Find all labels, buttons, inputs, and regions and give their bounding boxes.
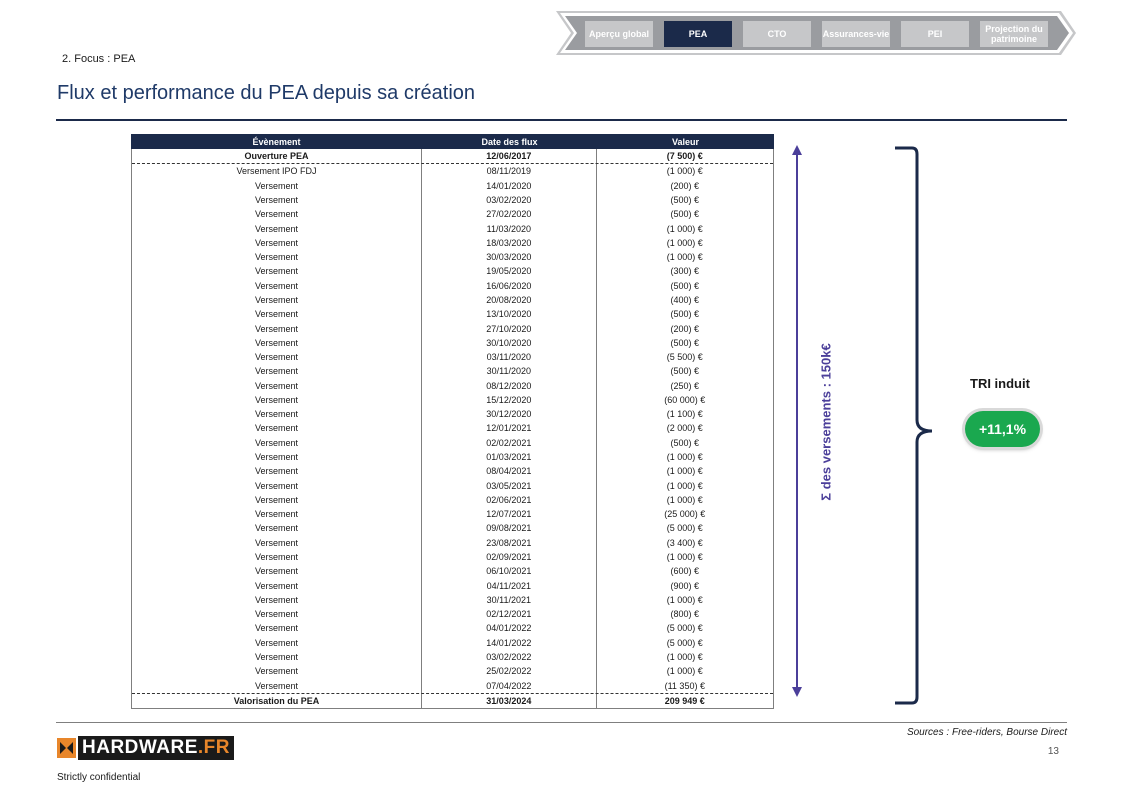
cell-event: Versement bbox=[132, 179, 422, 193]
footer-divider bbox=[56, 722, 1067, 723]
cell-date: 20/08/2020 bbox=[422, 293, 596, 307]
table-row bbox=[132, 664, 773, 678]
cell-value: (500) € bbox=[670, 194, 700, 205]
confidentiality-note: Strictly confidential bbox=[57, 772, 141, 783]
table-row bbox=[132, 407, 773, 421]
cell-value: (500) € bbox=[670, 437, 700, 448]
cell-event: Versement bbox=[132, 207, 422, 221]
cell-value: (3 400) € bbox=[666, 537, 703, 548]
cell-event: Versement bbox=[132, 321, 422, 335]
header-value: Valeur bbox=[671, 136, 700, 147]
cell-event: Versement bbox=[132, 621, 422, 635]
table-row bbox=[132, 450, 773, 464]
cell-event: Versement bbox=[132, 536, 422, 550]
cell-event: Versement bbox=[132, 650, 422, 664]
cell-value: (500) € bbox=[670, 337, 700, 348]
cell-date: 08/12/2020 bbox=[422, 379, 596, 393]
table-row bbox=[132, 264, 773, 278]
cell-event: Versement bbox=[132, 636, 422, 650]
cell-event: Versement bbox=[132, 664, 422, 678]
cell-date: 02/02/2021 bbox=[422, 436, 596, 450]
cell-date: 30/12/2020 bbox=[422, 407, 596, 421]
sum-deposits-label: Σ des versements : 150k€ bbox=[818, 343, 834, 501]
table-row bbox=[132, 436, 773, 450]
table-row bbox=[132, 379, 773, 393]
table-row bbox=[132, 279, 773, 293]
table-row bbox=[132, 507, 773, 521]
table-row bbox=[132, 678, 773, 692]
table-row bbox=[132, 521, 773, 535]
section-label: 2. Focus : PEA bbox=[62, 53, 136, 65]
cell-date: 19/05/2020 bbox=[422, 264, 596, 278]
cell-event: Valorisation du PEA bbox=[132, 694, 422, 708]
logo-tld-text: .FR bbox=[197, 737, 230, 758]
cell-value: (1 000) € bbox=[666, 452, 703, 463]
cell-event: Versement bbox=[132, 593, 422, 607]
cell-date: 11/03/2020 bbox=[422, 221, 596, 235]
cell-date: 25/02/2022 bbox=[422, 664, 596, 678]
cell-value: (600) € bbox=[670, 566, 700, 577]
cell-date: 12/07/2021 bbox=[422, 507, 596, 521]
cell-value: (1 000) € bbox=[666, 237, 703, 248]
page-number: 13 bbox=[1047, 746, 1059, 757]
cell-value: (5 000) € bbox=[666, 637, 703, 648]
table-row bbox=[132, 236, 773, 250]
title-divider bbox=[56, 119, 1067, 121]
cell-event: Versement bbox=[132, 507, 422, 521]
sources-note: Sources : Free-riders, Bourse Direct bbox=[906, 727, 1067, 738]
flows-table bbox=[131, 134, 774, 709]
table-row bbox=[132, 636, 773, 650]
table-row bbox=[132, 493, 773, 507]
table-row bbox=[132, 621, 773, 635]
table-row bbox=[132, 350, 773, 364]
cell-event: Versement bbox=[132, 478, 422, 492]
cell-event: Versement bbox=[132, 550, 422, 564]
cell-date: 07/04/2022 bbox=[422, 678, 596, 692]
cell-event: Versement bbox=[132, 450, 422, 464]
table-row bbox=[132, 336, 773, 350]
table-row bbox=[132, 564, 773, 578]
cell-event: Versement bbox=[132, 421, 422, 435]
table-row bbox=[132, 693, 773, 708]
table-row bbox=[132, 207, 773, 221]
tab-assurances-vie[interactable]: Assurances-vie bbox=[822, 21, 890, 47]
cell-value: (1 000) € bbox=[666, 252, 703, 263]
cell-event: Versement bbox=[132, 564, 422, 578]
cell-date: 03/02/2020 bbox=[422, 193, 596, 207]
tab-pei[interactable]: PEI bbox=[901, 21, 969, 47]
cell-event: Versement bbox=[132, 464, 422, 478]
cell-value: 209 949 € bbox=[664, 695, 705, 706]
right-brace-icon bbox=[890, 145, 950, 707]
tab-cto[interactable]: CTO bbox=[743, 21, 811, 47]
cell-event: Versement bbox=[132, 307, 422, 321]
cell-event: Versement bbox=[132, 678, 422, 692]
table-row bbox=[132, 607, 773, 621]
cell-value: (1 000) € bbox=[666, 166, 703, 177]
cell-value: (1 000) € bbox=[666, 223, 703, 234]
cell-event: Versement bbox=[132, 521, 422, 535]
cell-value: (800) € bbox=[670, 609, 700, 620]
cell-value: (500) € bbox=[670, 280, 700, 291]
cell-date: 18/03/2020 bbox=[422, 236, 596, 250]
hardware-logo bbox=[57, 736, 234, 760]
cell-value: (1 000) € bbox=[666, 666, 703, 677]
table-row bbox=[132, 364, 773, 378]
cell-event: Versement bbox=[132, 379, 422, 393]
table-row bbox=[132, 550, 773, 564]
cell-event: Versement bbox=[132, 336, 422, 350]
table-row bbox=[132, 321, 773, 335]
cell-value: (5 500) € bbox=[666, 352, 703, 363]
cell-date: 04/11/2021 bbox=[422, 578, 596, 592]
table-row bbox=[132, 307, 773, 321]
cell-value: (5 000) € bbox=[666, 523, 703, 534]
tab-apercu-global[interactable]: Aperçu global bbox=[585, 21, 653, 47]
table-header bbox=[131, 134, 774, 149]
cell-date: 30/11/2021 bbox=[422, 593, 596, 607]
cell-date: 02/12/2021 bbox=[422, 607, 596, 621]
cell-event: Versement bbox=[132, 293, 422, 307]
cell-value: (1 000) € bbox=[666, 494, 703, 505]
cell-value: (1 000) € bbox=[666, 552, 703, 563]
table-row bbox=[132, 421, 773, 435]
logo-wordmark bbox=[78, 736, 234, 760]
cell-value: (1 000) € bbox=[666, 651, 703, 662]
cell-value: (1 000) € bbox=[666, 480, 703, 491]
table-row bbox=[132, 593, 773, 607]
cell-event: Versement bbox=[132, 264, 422, 278]
cell-date: 02/06/2021 bbox=[422, 493, 596, 507]
cell-date: 08/04/2021 bbox=[422, 464, 596, 478]
cell-date: 08/11/2019 bbox=[422, 164, 596, 178]
table-row bbox=[132, 250, 773, 264]
cell-value: (1 100) € bbox=[666, 409, 703, 420]
cell-date: 06/10/2021 bbox=[422, 564, 596, 578]
cell-date: 12/06/2017 bbox=[422, 149, 596, 163]
cell-date: 02/09/2021 bbox=[422, 550, 596, 564]
page-title: Flux et performance du PEA depuis sa création bbox=[57, 82, 476, 104]
cell-value: (500) € bbox=[670, 309, 700, 320]
tab-projection-patrimoine[interactable]: Projection du patrimoine bbox=[980, 21, 1048, 47]
cell-value: (7 500) € bbox=[666, 151, 703, 162]
cell-date: 03/11/2020 bbox=[422, 350, 596, 364]
cell-value: (400) € bbox=[670, 294, 700, 305]
cell-value: (200) € bbox=[670, 180, 700, 191]
cell-date: 14/01/2022 bbox=[422, 636, 596, 650]
cell-date: 13/10/2020 bbox=[422, 307, 596, 321]
cell-value: (500) € bbox=[670, 209, 700, 220]
table-row bbox=[132, 393, 773, 407]
cell-value: (25 000) € bbox=[664, 509, 706, 520]
cell-date: 03/02/2022 bbox=[422, 650, 596, 664]
cell-event: Versement IPO FDJ bbox=[132, 164, 422, 178]
section-navigation bbox=[556, 11, 1076, 55]
cell-value: (2 000) € bbox=[666, 423, 703, 434]
cell-value: (5 000) € bbox=[666, 623, 703, 634]
tri-label: TRI induit bbox=[970, 376, 1030, 391]
cell-date: 31/03/2024 bbox=[422, 694, 596, 708]
cell-event: Versement bbox=[132, 250, 422, 264]
cell-event: Versement bbox=[132, 393, 422, 407]
table-row bbox=[132, 179, 773, 193]
table-row bbox=[132, 650, 773, 664]
table-row bbox=[132, 164, 773, 178]
cell-value: (500) € bbox=[670, 366, 700, 377]
cell-event: Versement bbox=[132, 407, 422, 421]
cell-value: (300) € bbox=[670, 266, 700, 277]
table-row bbox=[132, 464, 773, 478]
table-row bbox=[132, 149, 773, 164]
cell-date: 23/08/2021 bbox=[422, 536, 596, 550]
cell-event: Versement bbox=[132, 193, 422, 207]
tri-value-badge: +11,1% bbox=[965, 411, 1040, 447]
cell-event: Versement bbox=[132, 578, 422, 592]
cell-event: Versement bbox=[132, 436, 422, 450]
logo-mark-icon bbox=[57, 738, 76, 758]
cell-date: 27/02/2020 bbox=[422, 207, 596, 221]
header-event: Évènement bbox=[252, 136, 301, 147]
table-row bbox=[132, 221, 773, 235]
cell-date: 03/05/2021 bbox=[422, 478, 596, 492]
tab-pea[interactable]: PEA bbox=[664, 21, 732, 47]
cell-event: Versement bbox=[132, 607, 422, 621]
cell-event: Versement bbox=[132, 493, 422, 507]
table-body bbox=[131, 149, 774, 709]
logo-main-text: HARDWARE bbox=[82, 737, 198, 758]
cell-event: Versement bbox=[132, 221, 422, 235]
cell-value: (900) € bbox=[670, 580, 700, 591]
cell-date: 15/12/2020 bbox=[422, 393, 596, 407]
cell-event: Versement bbox=[132, 350, 422, 364]
table-row bbox=[132, 293, 773, 307]
cell-date: 01/03/2021 bbox=[422, 450, 596, 464]
table-row bbox=[132, 193, 773, 207]
cell-event: Versement bbox=[132, 364, 422, 378]
table-row bbox=[132, 578, 773, 592]
cell-date: 30/03/2020 bbox=[422, 250, 596, 264]
table-row bbox=[132, 478, 773, 492]
cell-date: 16/06/2020 bbox=[422, 279, 596, 293]
cell-value: (200) € bbox=[670, 323, 700, 334]
cell-date: 27/10/2020 bbox=[422, 321, 596, 335]
cell-value: (60 000) € bbox=[664, 394, 706, 405]
cell-date: 14/01/2020 bbox=[422, 179, 596, 193]
cell-date: 12/01/2021 bbox=[422, 421, 596, 435]
cell-value: (1 000) € bbox=[666, 594, 703, 605]
cell-event: Versement bbox=[132, 279, 422, 293]
table-row bbox=[132, 536, 773, 550]
double-arrow-icon bbox=[785, 145, 809, 697]
cell-value: (250) € bbox=[670, 380, 700, 391]
cell-date: 04/01/2022 bbox=[422, 621, 596, 635]
cell-value: (1 000) € bbox=[666, 466, 703, 477]
cell-date: 09/08/2021 bbox=[422, 521, 596, 535]
cell-event: Versement bbox=[132, 236, 422, 250]
cell-date: 30/10/2020 bbox=[422, 336, 596, 350]
cell-value: (11 350) € bbox=[664, 680, 705, 691]
cell-date: 30/11/2020 bbox=[422, 364, 596, 378]
header-date: Date des flux bbox=[481, 136, 538, 147]
cell-event: Ouverture PEA bbox=[132, 149, 422, 163]
